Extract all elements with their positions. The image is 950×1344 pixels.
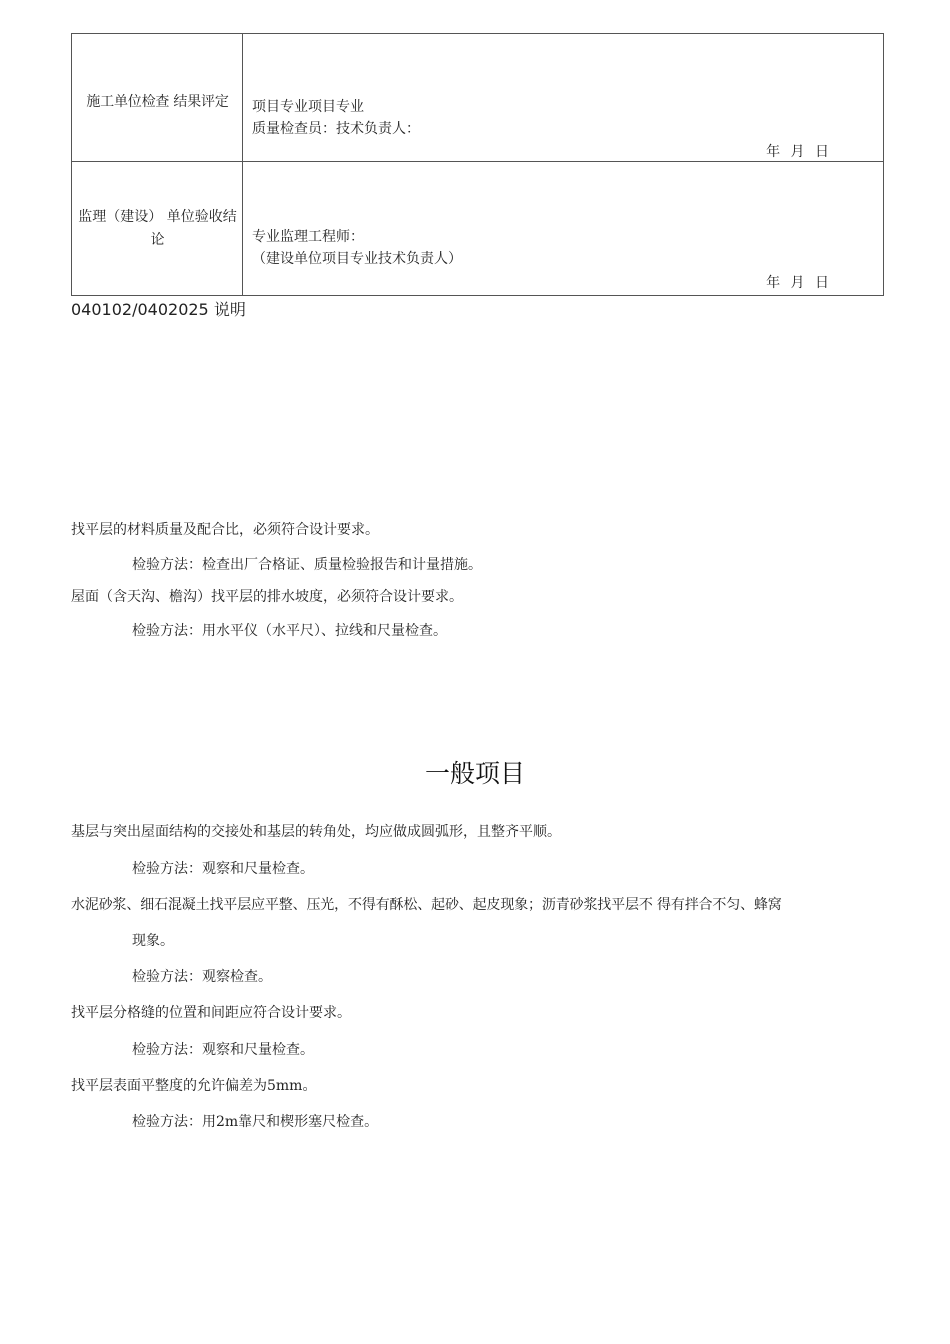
signature-line-1: 项目专业项目专业 [252, 99, 364, 115]
date-field: 年 月 日 [766, 144, 829, 160]
row-label-supervision: 监理（建设） 单位验收结论 [78, 209, 237, 248]
main-item-method: 检验方法：检查出厂合格证、质量检验报告和计量措施。 [132, 557, 482, 573]
table-row-construction-check [72, 34, 884, 162]
row-label-construction: 施工单位检查 结果评定 [86, 94, 229, 110]
main-item-text: 找平层的材料质量及配合比，必须符合设计要求。 [71, 522, 379, 538]
general-item-method: 检验方法：观察检查。 [132, 969, 272, 985]
table-row-supervision-acceptance [72, 162, 884, 296]
general-item-text-continued: 现象。 [132, 933, 174, 949]
signature-cell [243, 162, 884, 296]
label-cell [72, 34, 243, 162]
signature-cell [243, 34, 884, 162]
main-item-text: 屋面（含天沟、檐沟）找平层的排水坡度，必须符合设计要求。 [71, 589, 463, 605]
note-title: 040102/0402025 说明 [71, 300, 246, 319]
label-cell [72, 162, 243, 296]
signature-line-1: 专业监理工程师： [252, 229, 364, 245]
inspection-table [71, 33, 884, 296]
general-item-method: 检验方法：观察和尺量检查。 [132, 861, 314, 877]
signature-line-2: （建设单位项目专业技术负责人） [252, 251, 462, 267]
general-item-text: 水泥砂浆、细石混凝土找平层应平整、压光，不得有酥松、起砂、起皮现象；沥青砂浆找平层不 得有拌合不匀、蜂窝 [71, 897, 782, 913]
date-field: 年 月 日 [766, 275, 829, 291]
general-item-method: 检验方法：观察和尺量检查。 [132, 1042, 314, 1058]
signature-line-2: 质量检查员：技术负责人： [252, 121, 420, 137]
main-item-method: 检验方法：用水平仪（水平尺）、拉线和尺量检查。 [132, 623, 447, 639]
general-items-heading: 一般项目 [424, 758, 525, 788]
general-item-text: 基层与突出屋面结构的交接处和基层的转角处，均应做成圆弧形，且整齐平顺。 [71, 824, 561, 840]
general-item-text: 找平层表面平整度的允许偏差为5mm。 [71, 1078, 317, 1094]
general-item-text: 找平层分格缝的位置和间距应符合设计要求。 [71, 1005, 351, 1021]
general-item-method: 检验方法：用2m靠尺和楔形塞尺检查。 [132, 1114, 379, 1130]
